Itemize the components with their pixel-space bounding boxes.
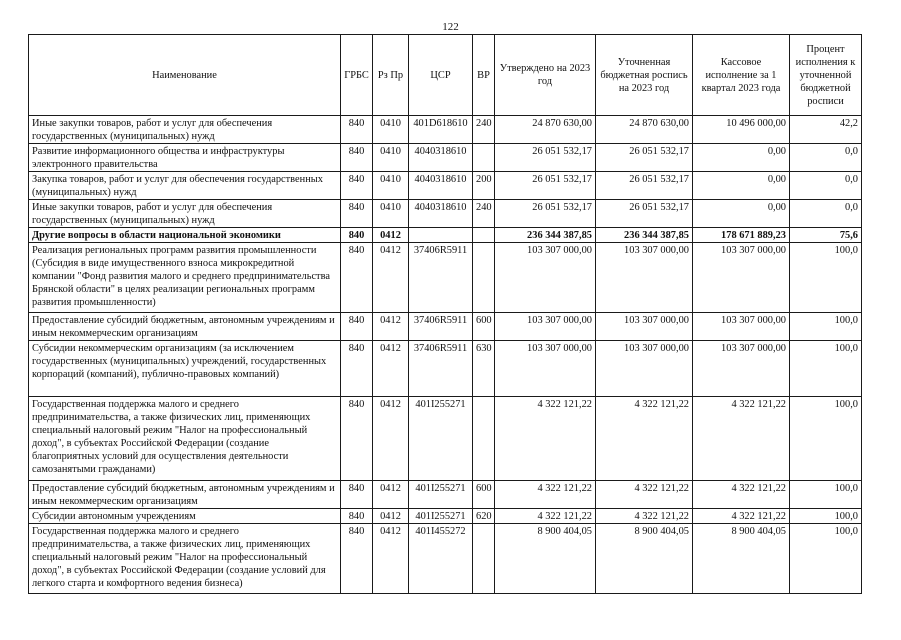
page-number: 122 <box>442 21 459 33</box>
table-header-row <box>29 35 862 116</box>
cell-csr: 37406R5911 <box>409 341 473 397</box>
header-name: Наименование <box>29 35 341 116</box>
cell-vr: 240 <box>473 200 495 228</box>
cell-cash: 0,00 <box>693 172 790 200</box>
cell-percent: 100,0 <box>790 341 862 397</box>
cell-refined: 4 322 121,22 <box>596 397 693 481</box>
cell-vr: 240 <box>473 116 495 144</box>
cell-rzpr: 0412 <box>373 524 409 594</box>
cell-refined: 236 344 387,85 <box>596 228 693 243</box>
cell-name: Предоставление субсидий бюджетным, автономным учреждениям и иным некоммерческим организациям <box>29 481 341 509</box>
cell-csr: 401D618610 <box>409 116 473 144</box>
budget-table <box>28 34 862 594</box>
cell-percent: 0,0 <box>790 172 862 200</box>
cell-name: Субсидии автономным учреждениям <box>29 509 341 524</box>
header-approved: Утверждено на 2023 год <box>495 35 596 116</box>
cell-percent: 0,0 <box>790 200 862 228</box>
cell-refined: 103 307 000,00 <box>596 341 693 397</box>
cell-percent: 100,0 <box>790 524 862 594</box>
cell-name: Предоставление субсидий бюджетным, автономным учреждениям и иным некоммерческим организациям <box>29 313 341 341</box>
cell-approved: 4 322 121,22 <box>495 481 596 509</box>
table-row <box>29 397 862 481</box>
header-percent: Процент исполнения к уточненной бюджетной росписи <box>790 35 862 116</box>
cell-rzpr: 0410 <box>373 200 409 228</box>
cell-vr <box>473 144 495 172</box>
cell-cash: 103 307 000,00 <box>693 313 790 341</box>
table-row <box>29 200 862 228</box>
cell-rzpr: 0412 <box>373 313 409 341</box>
cell-refined: 103 307 000,00 <box>596 313 693 341</box>
cell-grbs: 840 <box>341 172 373 200</box>
cell-refined: 24 870 630,00 <box>596 116 693 144</box>
header-vr: ВР <box>473 35 495 116</box>
cell-name: Иные закупки товаров, работ и услуг для обеспечения государственных (муниципальных) нужд <box>29 200 341 228</box>
cell-percent: 100,0 <box>790 481 862 509</box>
cell-approved: 103 307 000,00 <box>495 313 596 341</box>
cell-rzpr: 0412 <box>373 243 409 313</box>
cell-grbs: 840 <box>341 243 373 313</box>
cell-csr: 4040318610 <box>409 144 473 172</box>
cell-percent: 0,0 <box>790 144 862 172</box>
cell-name: Закупка товаров, работ и услуг для обеспечения государственных (муниципальных) нужд <box>29 172 341 200</box>
cell-cash: 4 322 121,22 <box>693 397 790 481</box>
cell-cash: 10 496 000,00 <box>693 116 790 144</box>
cell-percent: 100,0 <box>790 397 862 481</box>
cell-refined: 4 322 121,22 <box>596 509 693 524</box>
cell-percent: 100,0 <box>790 509 862 524</box>
cell-csr: 401I255271 <box>409 397 473 481</box>
cell-refined: 26 051 532,17 <box>596 200 693 228</box>
cell-csr: 4040318610 <box>409 172 473 200</box>
cell-csr: 4040318610 <box>409 200 473 228</box>
table-row <box>29 313 862 341</box>
cell-approved: 236 344 387,85 <box>495 228 596 243</box>
table-row <box>29 172 862 200</box>
header-grbs: ГРБС <box>341 35 373 116</box>
cell-name: Развитие информационного общества и инфраструктуры электронного правительства <box>29 144 341 172</box>
cell-vr: 600 <box>473 313 495 341</box>
table-row <box>29 481 862 509</box>
cell-grbs: 840 <box>341 341 373 397</box>
cell-approved: 26 051 532,17 <box>495 200 596 228</box>
cell-vr: 630 <box>473 341 495 397</box>
cell-rzpr: 0412 <box>373 341 409 397</box>
cell-name: Государственная поддержка малого и среднего предпринимательства, а также физических лиц, применяющих специальный налоговый режим "Налог на профессиональный доход", в субъектах Российской Федерации (создание благоприятных условий для осуществления деятельности самозанятыми гражданами) <box>29 397 341 481</box>
cell-rzpr: 0410 <box>373 144 409 172</box>
cell-csr: 401I255271 <box>409 509 473 524</box>
cell-name: Субсидии некоммерческим организациям (за исключением государственных (муниципальных) учреждений, государственных корпораций (компаний), публично-правовых компаний) <box>29 341 341 397</box>
cell-refined: 8 900 404,05 <box>596 524 693 594</box>
cell-cash: 4 322 121,22 <box>693 481 790 509</box>
table-row-section-total <box>29 228 862 243</box>
cell-cash: 0,00 <box>693 200 790 228</box>
cell-cash: 0,00 <box>693 144 790 172</box>
cell-rzpr: 0412 <box>373 228 409 243</box>
cell-csr <box>409 228 473 243</box>
table-row <box>29 144 862 172</box>
cell-grbs: 840 <box>341 481 373 509</box>
cell-csr: 401I255271 <box>409 481 473 509</box>
cell-grbs: 840 <box>341 397 373 481</box>
cell-approved: 4 322 121,22 <box>495 397 596 481</box>
cell-refined: 4 322 121,22 <box>596 481 693 509</box>
cell-cash: 178 671 889,23 <box>693 228 790 243</box>
table-row <box>29 524 862 594</box>
header-cash: Кассовое исполнение за 1 квартал 2023 года <box>693 35 790 116</box>
cell-approved: 26 051 532,17 <box>495 172 596 200</box>
cell-percent: 100,0 <box>790 313 862 341</box>
cell-cash: 4 322 121,22 <box>693 509 790 524</box>
cell-rzpr: 0412 <box>373 397 409 481</box>
header-csr: ЦСР <box>409 35 473 116</box>
cell-percent: 42,2 <box>790 116 862 144</box>
cell-csr: 37406R5911 <box>409 243 473 313</box>
cell-refined: 26 051 532,17 <box>596 172 693 200</box>
cell-vr <box>473 243 495 313</box>
cell-grbs: 840 <box>341 228 373 243</box>
cell-name: Другие вопросы в области национальной экономики <box>29 228 341 243</box>
cell-approved: 24 870 630,00 <box>495 116 596 144</box>
cell-cash: 8 900 404,05 <box>693 524 790 594</box>
cell-refined: 26 051 532,17 <box>596 144 693 172</box>
cell-grbs: 840 <box>341 144 373 172</box>
table-row <box>29 341 862 397</box>
cell-approved: 4 322 121,22 <box>495 509 596 524</box>
cell-vr <box>473 524 495 594</box>
table-row <box>29 116 862 144</box>
cell-vr <box>473 228 495 243</box>
table-row <box>29 509 862 524</box>
cell-cash: 103 307 000,00 <box>693 341 790 397</box>
cell-name: Реализация региональных программ развития промышленности (Субсидия в виде имущественного взноса микрокредитной компании "Фонд развития малого и среднего предпринимательства Брянской области" в целях реализации региональных программ развития промышленности) <box>29 243 341 313</box>
cell-approved: 26 051 532,17 <box>495 144 596 172</box>
cell-grbs: 840 <box>341 200 373 228</box>
cell-approved: 8 900 404,05 <box>495 524 596 594</box>
cell-rzpr: 0412 <box>373 481 409 509</box>
cell-csr: 401I455272 <box>409 524 473 594</box>
cell-grbs: 840 <box>341 524 373 594</box>
cell-vr: 600 <box>473 481 495 509</box>
cell-grbs: 840 <box>341 313 373 341</box>
cell-name: Иные закупки товаров, работ и услуг для обеспечения государственных (муниципальных) нужд <box>29 116 341 144</box>
cell-refined: 103 307 000,00 <box>596 243 693 313</box>
cell-name: Государственная поддержка малого и среднего предпринимательства, а также физических лиц, применяющих специальный налоговый режим "Налог на профессиональный доход", в субъектах Российской Федерации (создание условий для легкого старта и комфортного ведения бизнеса) <box>29 524 341 594</box>
cell-percent: 100,0 <box>790 243 862 313</box>
cell-vr: 620 <box>473 509 495 524</box>
header-rzpr: Рз Пр <box>373 35 409 116</box>
cell-csr: 37406R5911 <box>409 313 473 341</box>
cell-vr: 200 <box>473 172 495 200</box>
cell-approved: 103 307 000,00 <box>495 341 596 397</box>
cell-grbs: 840 <box>341 116 373 144</box>
table-row <box>29 243 862 313</box>
cell-rzpr: 0410 <box>373 116 409 144</box>
cell-grbs: 840 <box>341 509 373 524</box>
cell-rzpr: 0412 <box>373 509 409 524</box>
header-refined: Уточненная бюджетная роспись на 2023 год <box>596 35 693 116</box>
cell-cash: 103 307 000,00 <box>693 243 790 313</box>
cell-percent: 75,6 <box>790 228 862 243</box>
cell-rzpr: 0410 <box>373 172 409 200</box>
cell-approved: 103 307 000,00 <box>495 243 596 313</box>
cell-vr <box>473 397 495 481</box>
